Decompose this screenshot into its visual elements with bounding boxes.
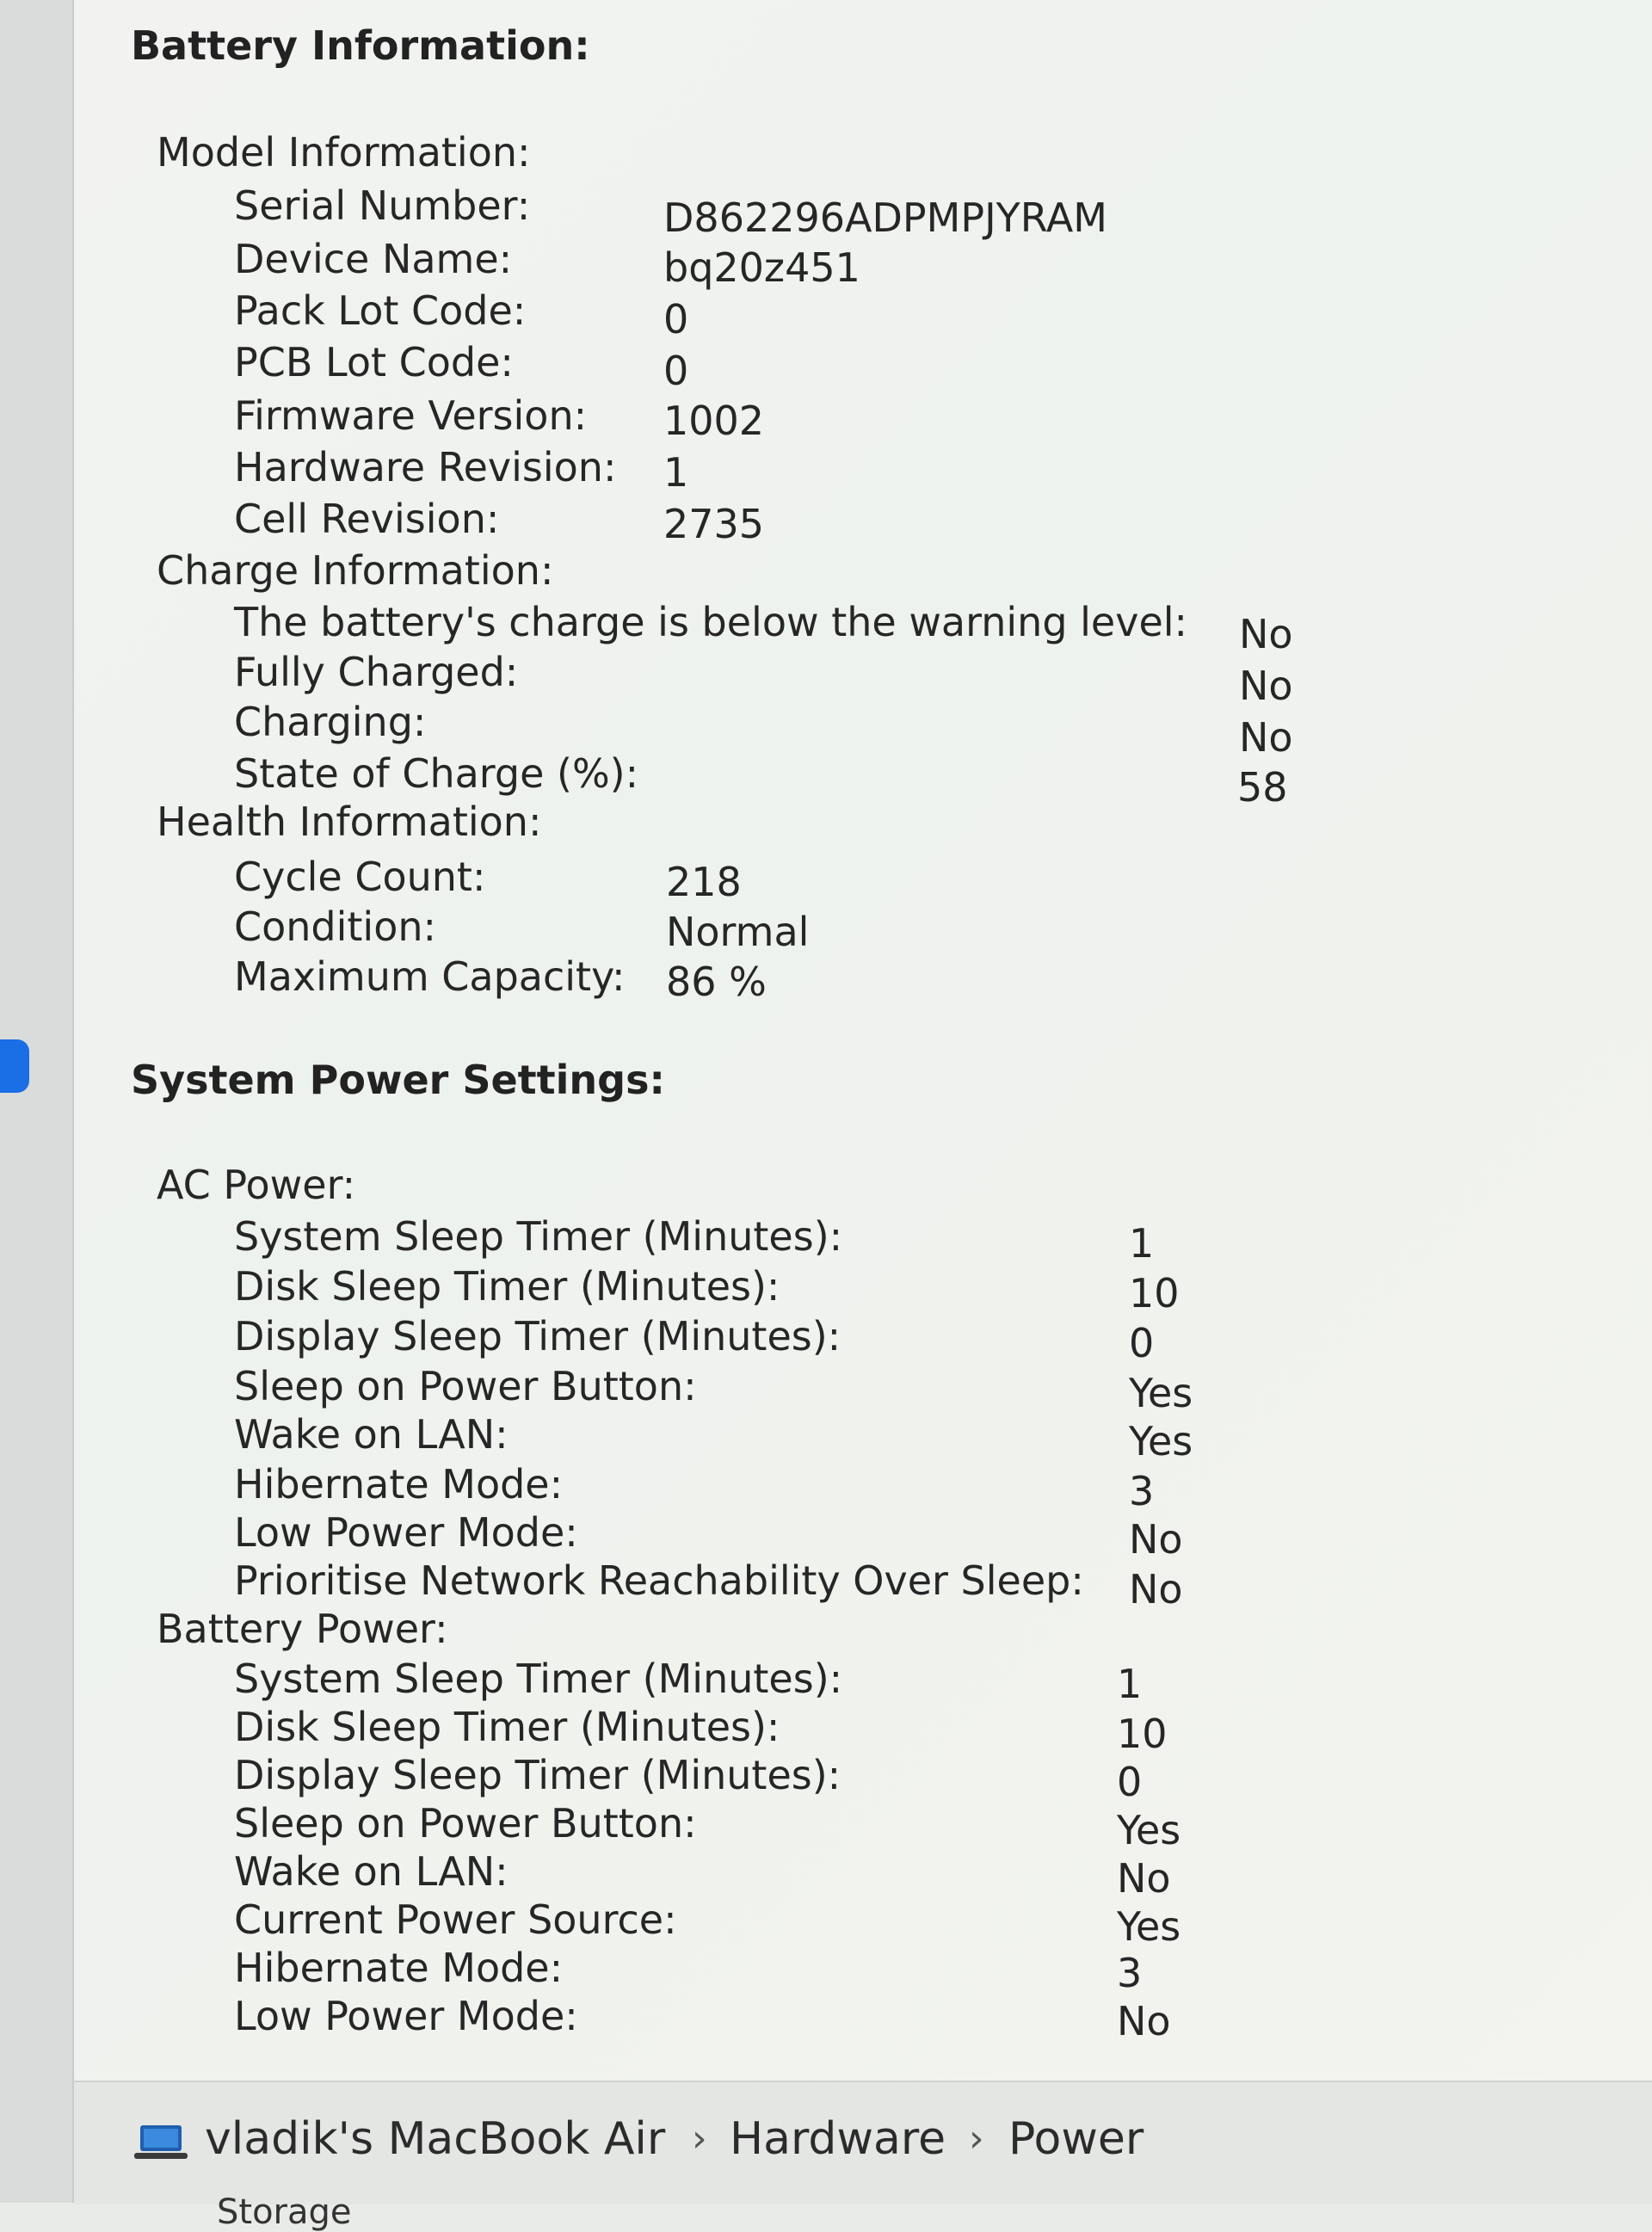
row-value: 3: [1129, 1468, 1155, 1514]
row-label: Current Power Source:: [234, 1896, 677, 1943]
row-label: Disk Sleep Timer (Minutes):: [234, 1704, 780, 1750]
row-label: Condition:: [234, 903, 437, 950]
row-label: System Sleep Timer (Minutes):: [234, 1656, 843, 1702]
row-label: Wake on LAN:: [234, 1848, 509, 1895]
row-value: 58: [1237, 764, 1288, 811]
row-value: No: [1239, 663, 1293, 709]
row-value: Yes: [1129, 1370, 1193, 1416]
row-label: Cycle Count:: [234, 854, 486, 900]
chevron-right-icon: ›: [969, 2117, 984, 2161]
row-label: Display Sleep Timer (Minutes):: [234, 1313, 841, 1360]
row-label: Maximum Capacity:: [234, 953, 626, 1000]
battery-information-title: Battery Information:: [131, 22, 590, 69]
row-value: 10: [1129, 1270, 1180, 1316]
row-label: Cell Revision:: [234, 496, 500, 542]
row-label: Disk Sleep Timer (Minutes):: [234, 1263, 780, 1310]
row-value: No: [1239, 714, 1293, 761]
row-label: State of Charge (%):: [234, 750, 639, 797]
row-label: The battery's charge is below the warning level:: [234, 599, 1188, 645]
row-label: Low Power Mode:: [234, 1993, 578, 2039]
row-value: Yes: [1117, 1903, 1181, 1950]
row-value: 10: [1117, 1711, 1168, 1757]
row-label: Sleep on Power Button:: [234, 1800, 697, 1847]
sidebar-edge: [0, 0, 74, 2203]
row-value: No: [1117, 1855, 1171, 1902]
row-value: 1: [1129, 1220, 1155, 1267]
sidebar-item-storage[interactable]: Storage: [217, 2192, 352, 2232]
row-value: 1: [663, 449, 689, 496]
sidebar-selection-marker: [0, 1039, 29, 1093]
battery-power-title: Battery Power:: [157, 1606, 448, 1652]
row-label: Low Power Mode:: [234, 1509, 578, 1556]
row-label: PCB Lot Code:: [234, 339, 514, 385]
row-value: 1: [1117, 1661, 1143, 1707]
path-bar: [74, 2081, 1652, 2232]
report-content: [74, 0, 1652, 2081]
row-value: Yes: [1117, 1807, 1181, 1853]
row-label: Hardware Revision:: [234, 444, 617, 490]
row-value: 1002: [663, 398, 765, 444]
row-label: Fully Charged:: [234, 649, 519, 695]
row-label: Firmware Version:: [234, 392, 588, 439]
row-label: Prioritise Network Reachability Over Sleep:: [234, 1557, 1084, 1604]
row-label: Serial Number:: [234, 182, 531, 229]
row-label: Hibernate Mode:: [234, 1461, 564, 1508]
row-value: 86 %: [666, 959, 767, 1005]
row-label: Wake on LAN:: [234, 1411, 509, 1458]
row-label: Device Name:: [234, 236, 513, 282]
model-information-title: Model Information:: [157, 129, 531, 176]
breadcrumb-hardware[interactable]: Hardware: [730, 2113, 946, 2165]
row-label: Display Sleep Timer (Minutes):: [234, 1752, 841, 1798]
row-value: No: [1129, 1516, 1183, 1563]
breadcrumb-device[interactable]: vladik's MacBook Air: [205, 2113, 666, 2165]
row-label: Hibernate Mode:: [234, 1945, 564, 1991]
row-label: Charging:: [234, 699, 427, 745]
breadcrumb-power[interactable]: Power: [1008, 2113, 1144, 2165]
row-value: Yes: [1129, 1418, 1193, 1464]
row-label: System Sleep Timer (Minutes):: [234, 1213, 843, 1260]
row-value: Normal: [666, 909, 810, 955]
row-value: 0: [1129, 1320, 1155, 1366]
row-label: Sleep on Power Button:: [234, 1363, 697, 1409]
row-value: No: [1129, 1566, 1183, 1612]
row-value: 0: [663, 348, 689, 394]
ac-power-title: AC Power:: [157, 1162, 356, 1208]
chevron-right-icon: ›: [692, 2117, 707, 2161]
row-value: D862296ADPMPJYRAM: [663, 194, 1107, 241]
row-value: 0: [1117, 1759, 1143, 1805]
row-label: Pack Lot Code:: [234, 287, 527, 334]
row-value: No: [1239, 611, 1293, 657]
row-value: 218: [666, 859, 742, 905]
laptop-icon: [134, 2124, 188, 2161]
health-information-title: Health Information:: [157, 798, 542, 845]
system-power-settings-title: System Power Settings:: [131, 1057, 665, 1103]
row-value: 3: [1117, 1950, 1143, 1996]
row-value: 0: [663, 296, 689, 342]
row-value: 2735: [663, 501, 765, 547]
row-value: No: [1117, 1998, 1171, 2044]
charge-information-title: Charge Information:: [157, 547, 554, 594]
row-value: bq20z451: [663, 244, 860, 291]
